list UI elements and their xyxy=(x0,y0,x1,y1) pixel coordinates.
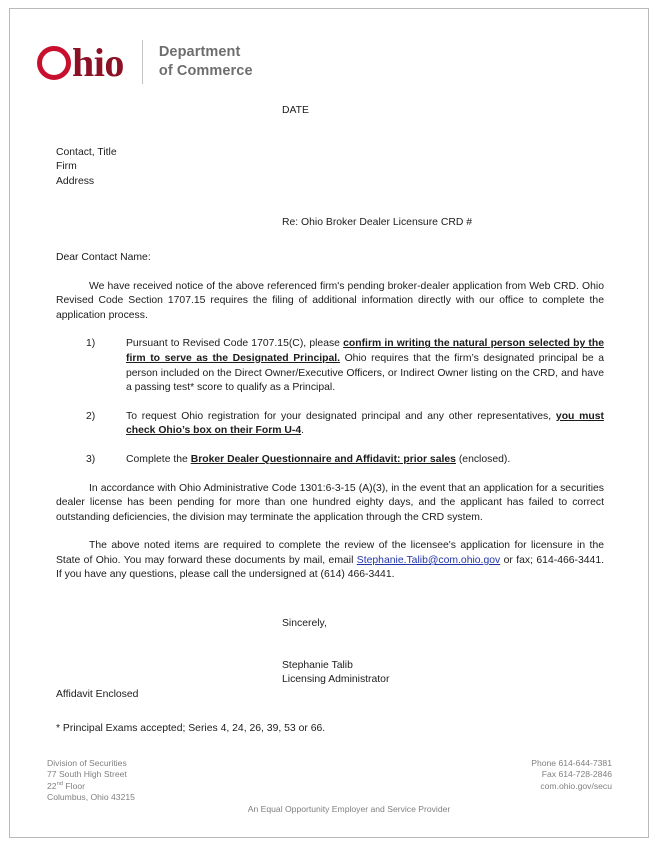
numbered-item-3 xyxy=(56,453,604,468)
recipient-line-2: Firm xyxy=(56,161,77,173)
signer-title: Licensing Administrator xyxy=(282,674,390,686)
footnote: * Principal Exams accepted; Series 4, 24, 26, 39, 53 or 66. xyxy=(56,723,326,735)
spacer xyxy=(56,583,604,617)
footer-eeo-statement: An Equal Opportunity Employer and Service Provider xyxy=(247,804,451,814)
subject-line: Re: Ohio Broker Dealer Licensure CRD # xyxy=(282,217,472,229)
numbered-item-2 xyxy=(56,410,604,439)
item-2-text-before: To request Ohio registration for your designated principal and any other representatives, xyxy=(126,410,556,422)
footer-city-state-zip: Columbus, Ohio 43215 xyxy=(47,792,135,803)
department-name-line2: of Commerce xyxy=(158,63,253,79)
closing-paragraph xyxy=(56,539,604,583)
letterhead xyxy=(37,37,253,87)
ohio-logo-ring-icon xyxy=(37,46,71,80)
item-2-number: 2) xyxy=(86,410,96,422)
spacer xyxy=(56,632,604,659)
ohio-logo xyxy=(37,39,124,85)
footer-phone: Phone 614-644-7381 xyxy=(531,758,612,768)
item-2-text-after: . xyxy=(301,425,305,437)
footer-floor-number: 22 xyxy=(47,780,57,791)
spacer xyxy=(56,396,604,410)
footer-contact xyxy=(531,758,612,792)
intro-paragraph: We have received notice of the above referenced firm's pending broker-dealer application from Web CRD. Ohio Revised Code Section 1707.15 requires the filing of additional information directly with our office to complete the application process. xyxy=(56,280,604,321)
item-3-text-after: (enclosed). xyxy=(455,453,511,465)
spacer xyxy=(56,702,604,722)
spacer xyxy=(56,525,604,539)
letter-body xyxy=(56,104,604,737)
item-3-number: 3) xyxy=(86,453,96,465)
footer-street: 77 South High Street xyxy=(47,769,127,780)
spacer xyxy=(56,266,604,280)
closing-text-part2: or fax; 614-466-3441. If you have any questions, please call the undersigned at (614) 466-3441. xyxy=(56,554,604,581)
item-1-number: 1) xyxy=(86,338,96,350)
department-name xyxy=(159,43,253,80)
sign-off: Sincerely, xyxy=(282,618,327,630)
item-2-emphasis: you must check Ohio’s box on their Form U-4 xyxy=(126,410,604,437)
footer-division: Division of Securities xyxy=(47,758,127,768)
footer-floor xyxy=(47,781,135,792)
letter-page xyxy=(9,8,649,838)
item-1-text-before: Pursuant to Revised Code 1707.15(C), please xyxy=(126,338,344,350)
spacer xyxy=(56,231,604,251)
footer-website: com.ohio.gov/secu xyxy=(540,780,612,791)
salutation: Dear Contact Name: xyxy=(56,251,151,263)
item-1-emphasis: confirm in writing the natural person selected by the firm to serve as the Designated Principal. xyxy=(126,338,605,364)
spacer xyxy=(56,323,604,337)
letter-date: DATE xyxy=(282,105,309,116)
letterhead-divider xyxy=(142,40,143,84)
spacer xyxy=(56,119,604,146)
item-3-emphasis: Broker Dealer Questionnaire and Affidavit: prior sales xyxy=(190,453,456,465)
recipient-line-1: Contact, Title xyxy=(56,146,117,158)
admin-code-paragraph: In accordance with Ohio Administrative Code 1301:6-3-15 (A)(3), in the event that an application for a securities dealer license has been pending for more than one hundred eighty days, and the applicant has failed to correct outstanding deficiencies, the division may terminate the application through the CRD system. xyxy=(56,482,604,523)
page-footer xyxy=(10,758,648,814)
item-3-text-before: Complete the xyxy=(126,453,191,465)
item-1-text-after: Ohio requires that the firm’s designated principal be a person included on the Direct Owner/Executive Officers, or Indirect Owner listing on the CRD, and have a passing test* score to qualify as a Principal. xyxy=(126,352,605,394)
footer-columns xyxy=(10,758,648,804)
recipient-line-3: Address xyxy=(56,175,95,187)
spacer xyxy=(56,439,604,453)
closing-text-part1: The above noted items are required to complete the review of the licensee's application for licensure in the State of Ohio. You may forward these documents by mail, email xyxy=(56,540,604,566)
department-name-line1: Department xyxy=(158,44,241,61)
footer-floor-rest: Floor xyxy=(63,780,86,791)
spacer xyxy=(56,189,604,216)
numbered-item-1 xyxy=(56,337,604,395)
ohio-logo-wordmark: hio xyxy=(72,39,124,85)
footer-fax: Fax 614-728-2846 xyxy=(541,769,612,780)
spacer xyxy=(56,468,604,482)
footer-floor-ordinal: nd xyxy=(56,780,64,787)
footer-address xyxy=(47,758,135,804)
signer-name: Stephanie Talib xyxy=(282,659,353,671)
enclosure-note: Affidavit Enclosed xyxy=(56,688,139,700)
email-link[interactable]: Stephanie.Talib@com.ohio.gov xyxy=(356,554,501,566)
